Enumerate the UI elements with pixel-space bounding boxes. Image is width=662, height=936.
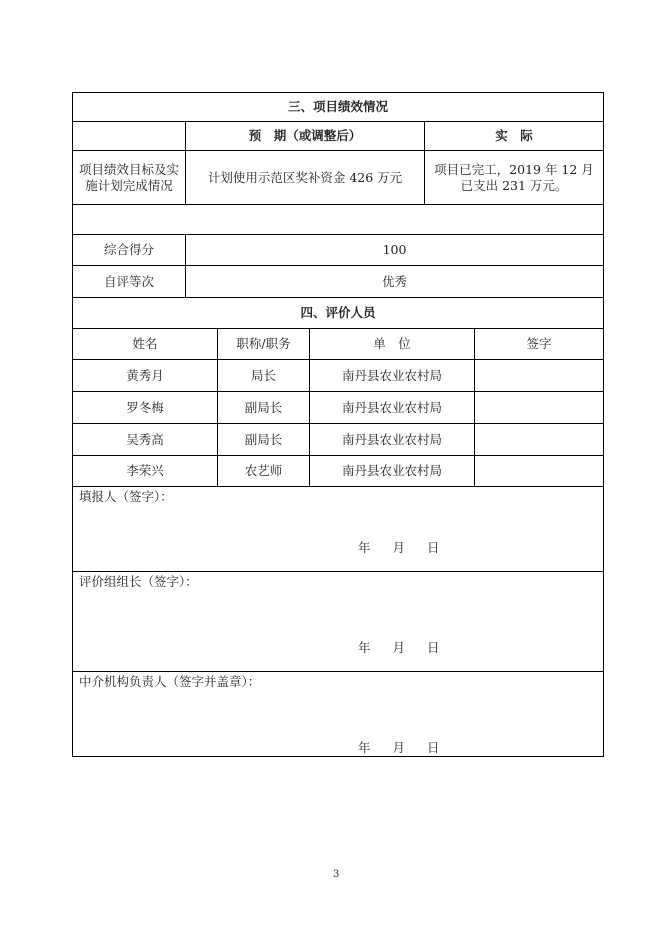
agency-date [358, 738, 462, 756]
year-label: 年 [358, 540, 371, 555]
row-name: 吴秀高 [72, 423, 218, 456]
empty-header-cell [72, 121, 186, 151]
year-label: 年 [358, 640, 371, 655]
row-name: 罗冬梅 [72, 391, 218, 424]
row-name: 黄秀月 [72, 359, 218, 392]
preparer-date [358, 538, 462, 556]
expected-value: 计划使用示范区奖补资金 426 万元 [185, 150, 425, 205]
expected-header: 预 期（或调整后） [185, 121, 425, 151]
leader-date [358, 638, 462, 656]
section4-title: 四、评价人员 [72, 297, 604, 329]
actual-value: 项目已完工，2019 年 12 月已支出 231 万元。 [424, 150, 604, 205]
score-value: 100 [185, 234, 604, 266]
row-signature [474, 455, 604, 487]
month-label: 月 [392, 740, 406, 755]
row-title: 农艺师 [217, 455, 310, 487]
day-label: 日 [427, 540, 440, 555]
goal-label: 项目绩效目标及实施计划完成情况 [72, 150, 186, 205]
score-label: 综合得分 [72, 234, 186, 266]
row-unit: 南丹县农业农村局 [309, 391, 475, 424]
grade-value: 优秀 [185, 265, 604, 298]
section3-title: 三、项目绩效情况 [72, 92, 604, 122]
agency-label: 中介机构负责人（签字并盖章）： [79, 674, 261, 689]
page-number: 3 [333, 869, 340, 880]
actual-header: 实 际 [424, 121, 604, 151]
header-name: 姓名 [72, 328, 218, 360]
row-signature [474, 423, 604, 456]
leader-signature-block [72, 571, 604, 672]
row-title: 局长 [217, 359, 310, 392]
row-title: 副局长 [217, 391, 310, 424]
day-label: 日 [427, 740, 440, 755]
header-title: 职称/职务 [217, 328, 310, 360]
preparer-label: 填报人（签字）： [79, 489, 173, 504]
header-signature: 签字 [474, 328, 604, 360]
row-signature [474, 359, 604, 392]
grade-label: 自评等次 [72, 265, 186, 298]
agency-signature-block [72, 671, 604, 757]
row-name: 李荣兴 [72, 455, 218, 487]
month-label: 月 [392, 640, 406, 655]
row-unit: 南丹县农业农村局 [309, 423, 475, 456]
month-label: 月 [392, 540, 406, 555]
leader-label: 评价组组长（签字）： [79, 574, 198, 589]
row-unit: 南丹县农业农村局 [309, 455, 475, 487]
header-unit: 单 位 [309, 328, 475, 360]
row-title: 副局长 [217, 423, 310, 456]
year-label: 年 [358, 740, 371, 755]
row-signature [474, 391, 604, 424]
preparer-signature-block [72, 486, 604, 572]
empty-row [72, 204, 604, 235]
row-unit: 南丹县农业农村局 [309, 359, 475, 392]
day-label: 日 [427, 640, 440, 655]
